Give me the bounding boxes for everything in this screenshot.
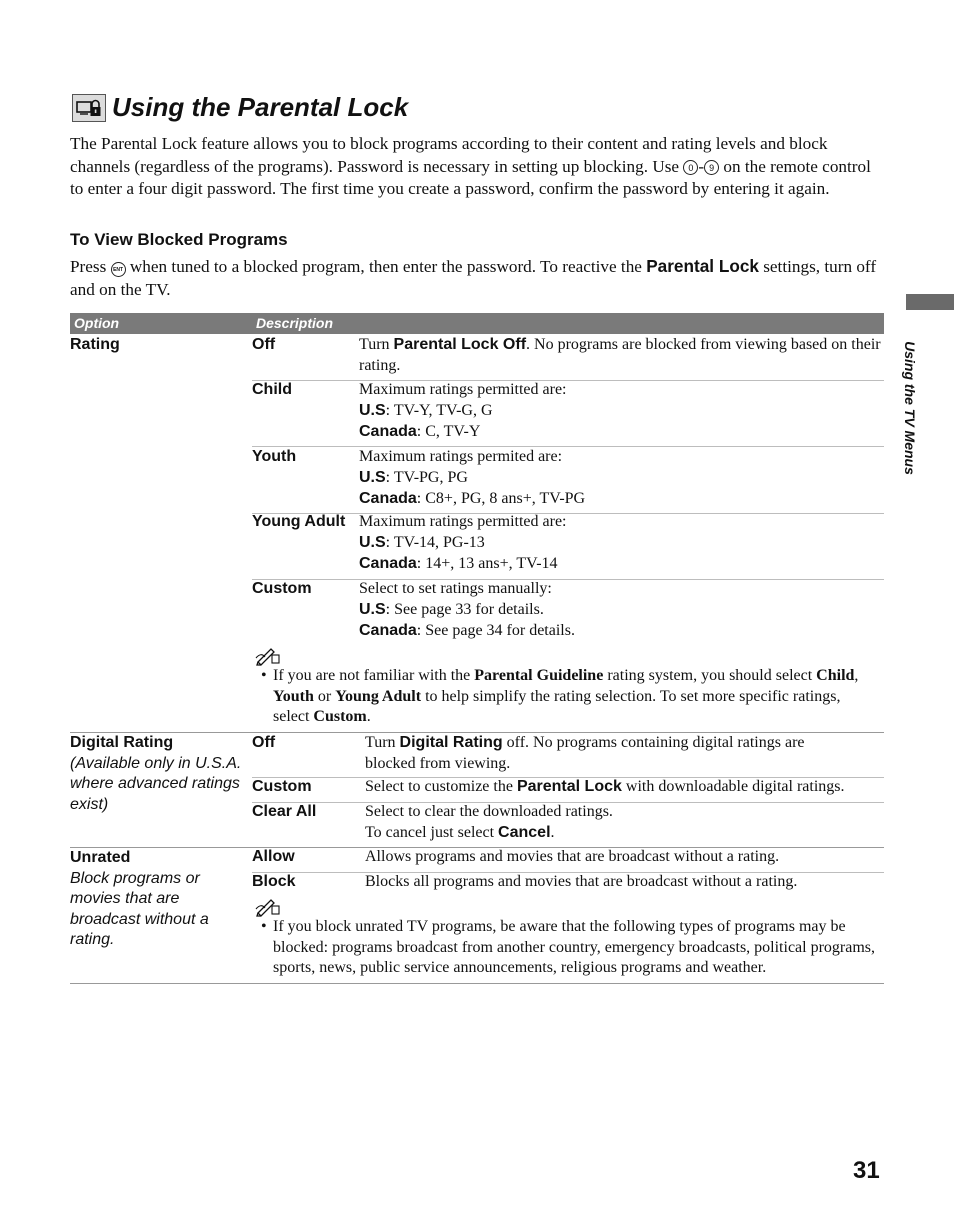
rating-youth-us <box>359 468 884 489</box>
clear-all-d1: To cancel just select <box>365 823 499 841</box>
rating-custom-desc <box>359 579 884 641</box>
unrated-sub: Block programs or movies that are broadcast without a rating. <box>70 869 209 949</box>
us-value: : TV-Y, TV-G, G <box>385 401 493 419</box>
rating-youth-canada <box>359 489 884 510</box>
rating-head: Rating <box>70 336 120 353</box>
page-title: Using the Parental Lock <box>112 92 409 122</box>
unrated-allow-desc: Allows programs and movies that are broadcast without a rating. <box>365 848 780 865</box>
digital-custom-d2: Parental Lock <box>516 778 622 795</box>
canada-value: : C, TV-Y <box>416 422 481 440</box>
note-t1: If you are not familiar with the <box>273 667 475 684</box>
us-label: U.S <box>359 468 386 486</box>
digital-off-label: Off <box>252 734 276 751</box>
digital-off-d1: Turn <box>365 734 400 751</box>
note-t5: to help simplify the rating selection. To set more specific ratings, select <box>273 687 841 726</box>
unrated-block-desc: Blocks all programs and movies that are broadcast without a rating. <box>365 873 798 890</box>
digital-off-d3: off. No programs containing digital ratings are blocked from viewing. <box>365 734 805 772</box>
note-bullet: • <box>261 667 267 684</box>
rating-note <box>261 666 878 728</box>
rating-custom-us <box>359 600 884 621</box>
rating-off-d2: Parental Lock Off <box>393 336 527 353</box>
rating-young-adult-desc <box>359 512 884 574</box>
canada-label: Canada <box>359 489 417 507</box>
unrated-allow-label: Allow <box>252 848 295 865</box>
clear-all-line2 <box>365 823 884 844</box>
section-heading: To View Blocked Programs <box>70 230 288 249</box>
digital-custom-desc <box>365 777 884 798</box>
rating-youth-desc <box>359 447 884 509</box>
digital-clear-all-label: Clear All <box>252 803 317 820</box>
digital-off-desc <box>365 733 845 775</box>
rating-custom-label: Custom <box>252 580 312 597</box>
canada-label: Canada <box>359 422 417 440</box>
note-b1: Parental Guideline <box>474 667 604 684</box>
intro-text-1: The Parental Lock feature allows you to block programs according to their content and rating levels and block channels (regardless of the programs). Password is necessary in setting up blocking. Use <box>70 134 828 176</box>
rating-youth-label: Youth <box>252 448 297 465</box>
page-number: 31 <box>853 1157 880 1184</box>
note-b3: Youth <box>273 687 314 705</box>
note-b5: Custom <box>313 708 367 726</box>
intro-text-2: on the remote control to enter a four digit password. The first time you create a password, confirm the password by entering it again. <box>70 156 871 199</box>
digital-custom-label: Custom <box>252 778 312 795</box>
note-t3: , <box>854 667 859 684</box>
clear-all-line1: Select to clear the downloaded ratings. <box>365 803 613 820</box>
intro-paragraph: The Parental Lock feature allows you to block programs according to their content and rating levels and block channels (regardless of the programs). Password is necessary in setting up blocking. Use 0 - 9 on the remote control to enter a four digit password. The first time you create a password, confirm the password by entering it again. <box>70 134 871 199</box>
table-header <box>70 313 884 334</box>
us-label: U.S <box>359 600 386 618</box>
press-text-3: settings, turn off and on the TV. <box>70 257 877 299</box>
digital-custom-d3: with downloadable digital ratings. <box>621 778 845 795</box>
press-text-2: when tuned to a blocked program, then enter the password. To reactive the <box>125 257 647 276</box>
note-b4: Young Adult <box>335 687 422 705</box>
rating-young-adult-line1: Maximum ratings permitted are: <box>359 513 567 530</box>
zero-key-icon: 0 <box>683 160 698 175</box>
parental-lock-icon <box>72 94 106 122</box>
note-pencil-icon <box>255 646 281 666</box>
canada-value: : See page 34 for details. <box>416 621 575 639</box>
tv-lock-icon <box>73 95 105 121</box>
note-bullet: • <box>261 918 267 935</box>
header-option: Option <box>74 315 120 331</box>
canada-value: : 14+, 13 ans+, TV-14 <box>416 554 558 572</box>
press-bold: Parental Lock <box>646 256 759 276</box>
unrated-block-label: Block <box>252 873 296 890</box>
clear-all-d2: Cancel <box>498 823 551 841</box>
rating-category <box>70 335 120 356</box>
side-section-label: Using the TV Menus <box>902 341 918 475</box>
us-value: : TV-PG, PG <box>385 468 468 486</box>
rating-child-label: Child <box>252 381 292 398</box>
note-b2: Child <box>816 667 855 684</box>
rating-young-adult-us <box>359 533 884 554</box>
rating-child-canada <box>359 422 884 443</box>
us-label: U.S <box>359 533 386 551</box>
rating-custom-canada <box>359 621 884 642</box>
rating-off-desc <box>359 335 884 377</box>
note-t6: . <box>366 708 371 726</box>
unrated-note-text: If you block unrated TV programs, be aware that the following types of programs may be blocked: programs broadcast from another country, emergency broadcasts, political programs, sports, news, public service announcements, religious programs and weather. <box>273 918 876 977</box>
rating-off-d1: Turn <box>359 336 394 353</box>
unrated-head: Unrated <box>70 849 131 866</box>
canada-label: Canada <box>359 554 417 572</box>
rating-young-adult-canada <box>359 554 884 575</box>
digital-clear-all-desc <box>365 802 884 844</box>
nine-key-icon: 9 <box>704 160 719 175</box>
unrated-category <box>70 848 240 951</box>
us-value: : TV-14, PG-13 <box>385 533 485 551</box>
note-t2: rating system, you should select <box>603 667 817 684</box>
rating-custom-line1: Select to set ratings manually: <box>359 580 552 597</box>
digital-rating-category <box>70 733 250 815</box>
digital-custom-d1: Select to customize the <box>365 778 517 795</box>
rating-youth-line1: Maximum ratings permited are: <box>359 448 563 465</box>
rating-off-label: Off <box>252 336 276 353</box>
table-bottom-rule <box>70 983 884 984</box>
enter-key-icon: ENT <box>111 262 126 277</box>
title-row <box>72 92 408 123</box>
side-tab-marker <box>906 294 954 310</box>
rating-child-us <box>359 401 884 422</box>
us-value: : See page 33 for details. <box>385 600 544 618</box>
digital-rating-head: Digital Rating <box>70 734 174 751</box>
note-pencil-icon <box>255 897 281 917</box>
rating-child-desc <box>359 380 884 442</box>
rating-child-line1: Maximum ratings permitted are: <box>359 381 567 398</box>
rating-young-adult-label: Young Adult <box>252 513 346 530</box>
canada-value: : C8+, PG, 8 ans+, TV-PG <box>416 489 586 507</box>
press-text-1: Press <box>70 257 111 276</box>
digital-off-d2: Digital Rating <box>399 734 503 751</box>
rating-off-d3: . No programs are blocked from viewing based on their rating. <box>359 336 881 374</box>
us-label: U.S <box>359 401 386 419</box>
canada-label: Canada <box>359 621 417 639</box>
unrated-note <box>261 917 881 979</box>
digital-rating-sub: (Available only in U.S.A. where advanced ratings exist) <box>70 754 242 813</box>
header-description: Description <box>256 315 334 331</box>
press-paragraph <box>70 255 885 301</box>
clear-all-d3: . <box>550 823 555 841</box>
note-t4: or <box>313 687 336 705</box>
